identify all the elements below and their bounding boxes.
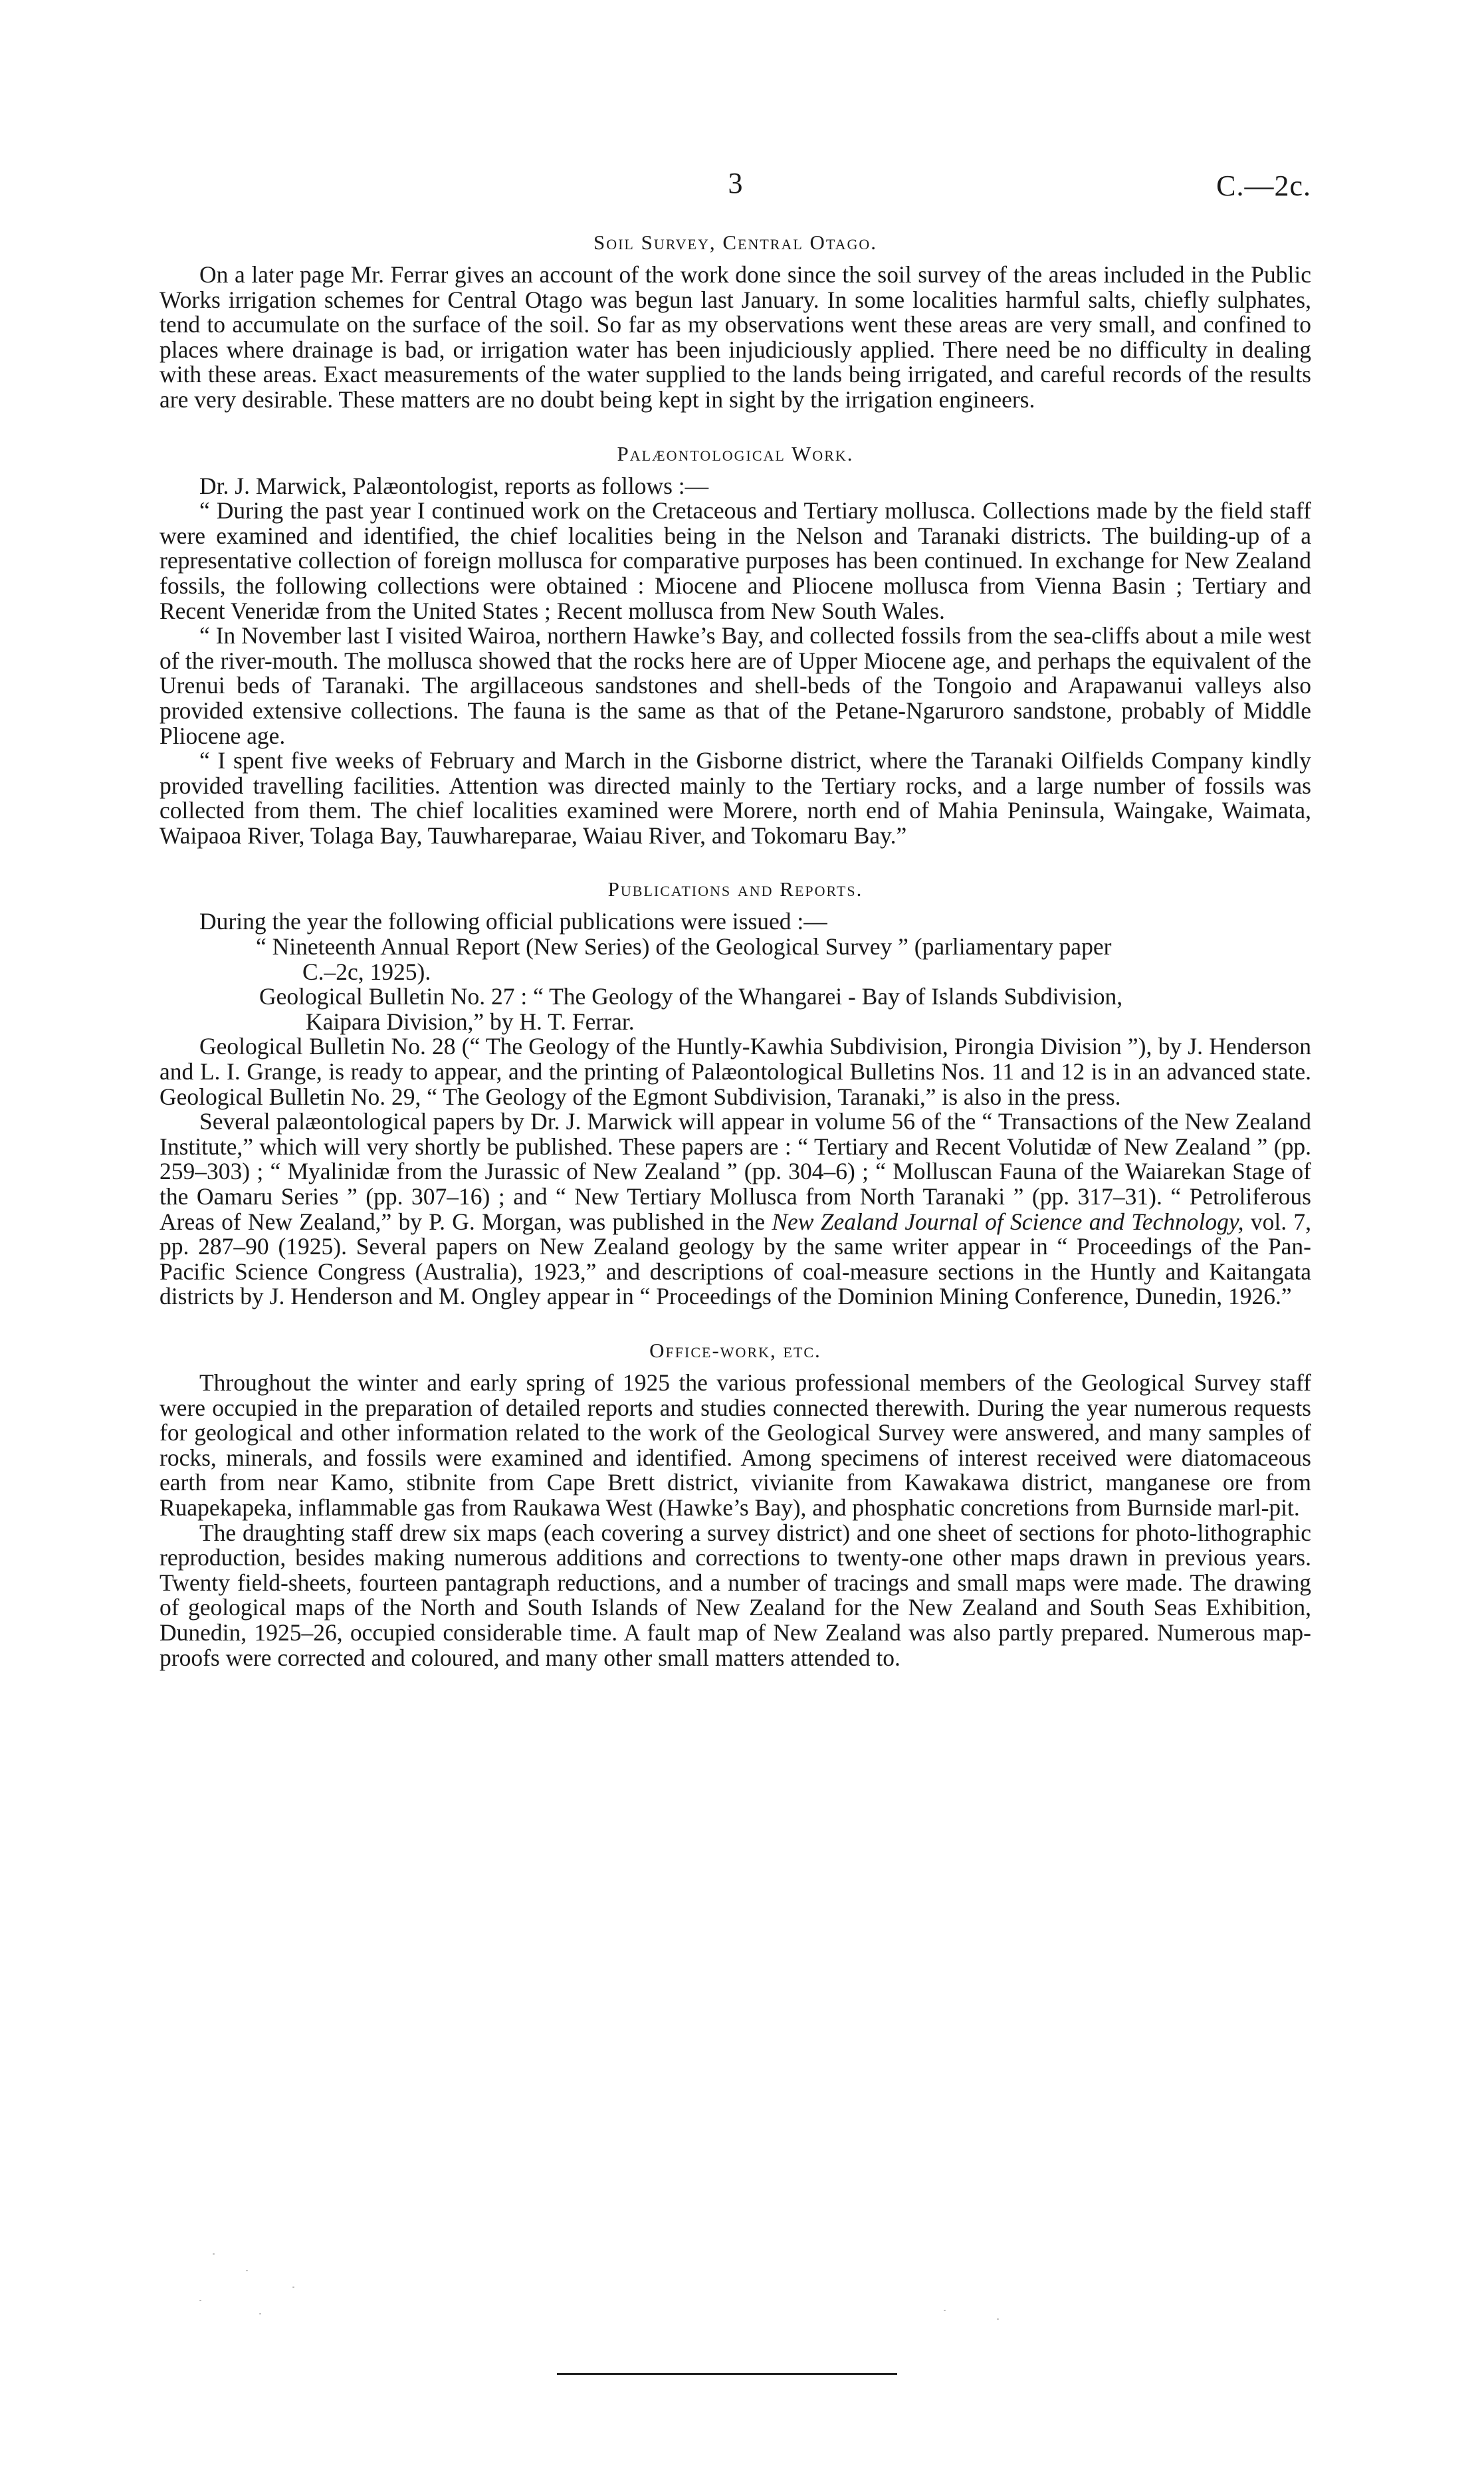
paragraph: Dr. J. Marwick, Palæontologist, reports as follows :— — [199, 472, 709, 499]
publication-list-item — [259, 984, 1311, 1034]
scan-specks — [159, 2240, 1311, 2340]
publication-item-line: Geological Bulletin No. 27 : “ The Geology of the Whangarei - Bay of Islands Subdivision, — [259, 983, 1123, 1010]
paragraph: Throughout the winter and early spring of 1925 the various professional members of the Geological Survey staff were occupied in the preparation of detailed reports and studies connected therewith. During the year numerous requests for geological and other information related to the work of the Geological Survey were answered, and many samples of rocks, minerals, and fossils were examined and identified. Among specimens of interest received were diatomaceous earth from near Kamo, stibnite from Cape Brett district, vivianite from Kawakawa district, manganese ore from Ruapekapeka, inflammable gas from Raukawa West (Hawke’s Bay), and phosphatic concretions from Burnside marl-pit. — [159, 1369, 1311, 1521]
paragraph: Geological Bulletin No. 28 (“ The Geology of the Huntly-Kawhia Subdivision, Pirongia Division ”), by J. Henderson and L. I. Grange, is ready to appear, and the printing of Palæontological Bulletins Nos. 11 and 12 is in an advanced state. Geological Bulletin No. 29, “ The Geology of the Egmont Subdivision, Taranaki,” is also in the press. — [159, 1033, 1311, 1110]
scan-speck — [997, 2318, 999, 2320]
scan-speck — [944, 2310, 946, 2311]
paragraph: During the year the following official publications were issued :— — [199, 908, 827, 935]
scan-speck — [292, 2287, 294, 2288]
paragraph — [159, 1109, 1311, 1309]
paragraph: “ During the past year I continued work on the Cretaceous and Tertiary mollusca. Collections made by the field staff were examined and identified, the chief localities being in the Nelson and Taranaki districts. The building-up of a representative collection of foreign mollusca for comparative purposes has been continued. In exchange for New Zealand fossils, the following collections were obtained : Miocene and Pliocene mollusca from Vienna Basin ; Tertiary and Recent Veneridæ from the United States ; Recent mollusca from New South Wales. — [159, 497, 1311, 624]
publication-item-line: “ Nineteenth Annual Report (New Series) of the Geological Survey ” (parliamentary paper — [256, 933, 1112, 960]
scan-speck — [259, 2313, 261, 2314]
paragraph: On a later page Mr. Ferrar gives an account of the work done since the soil survey of the areas included in the Public Works irrigation schemes for Central Otago was begun last January. In some localities harmful salts, chiefly sulphates, tend to accumulate on the surface of the soil. So far as my observations went these areas are very small, and confined to places where drainage is bad, or irrigation water has been injudiciously applied. There need be no difficulty in dealing with these areas. Exact measurements of the water supplied to the lands being irrigated, and careful records of the results are very desirable. These matters are no doubt being kept in sight by the irrigation engineers. — [159, 261, 1311, 413]
scan-speck — [199, 2300, 201, 2301]
journal-title: New Zealand Journal of Science and Technology, — [772, 1208, 1244, 1235]
scan-speck — [213, 2253, 215, 2255]
section-heading-soil-survey: Soil Survey, Central Otago. — [593, 231, 878, 254]
publication-item-continuation: C.–2c, 1925). — [302, 958, 431, 985]
page-number: 3 — [728, 167, 743, 199]
document-reference: C.—2c. — [1216, 169, 1311, 202]
publication-list-item — [256, 935, 1311, 984]
paragraph: “ I spent five weeks of February and March in the Gisborne district, where the Taranaki Oilfields Company kindly provided travelling facilities. Attention was directed mainly to the Tertiary rocks, and a large number of fossils was collected from them. The chief localities examined were Morere, north end of Mahia Peninsula, Waingake, Waimata, Waipaoa River, Tolaga Bay, Tauwhareparae, Waiau River, and Tokomaru Bay.” — [159, 747, 1311, 849]
scan-speck — [246, 2270, 248, 2271]
publication-item-continuation: Kaipara Division,” by H. T. Ferrar. — [306, 1008, 635, 1035]
paragraph: “ In November last I visited Wairoa, northern Hawke’s Bay, and collected fossils from the sea-cliffs about a mile west of the river-mouth. The mollusca showed that the rocks here are of Upper Miocene age, and perhaps the equivalent of the Urenui beds of Taranaki. The argillaceous sandstones and shell-beds of the Tongoio and Arapawanui valleys also provided extensive collections. The fauna is the same as that of the Petane-Ngaruroro sandstone, probably of Middle Pliocene age. — [159, 622, 1311, 749]
text-run: Several palæontological papers by Dr. J. Marwick will appear in volume 56 of the “ Transactions of the New Zealand Institute,” which will very shortly be published. These papers are : “ Tertiary and Recent Volutidæ of New Zealand ” (pp. 259–303) ; “ Myalinidæ from the Jurassic of New Zealand ” (pp. 304–6) ; “ Molluscan Fauna of the Waiarekan Stage of the Oamaru Series ” (pp. 307–16) ; and “ New Tertiary Mollusca from North Taranaki ” (pp. 317–31). “ Petroliferous Areas of New Zealand,” by P. G. Morgan, was published in the — [159, 1108, 1311, 1235]
page-header — [159, 160, 1311, 206]
body-text — [159, 229, 1311, 1670]
text-run: vol. 7, pp. 287–90 (1925). Several papers on New Zealand geology by the same writer appear in “ Proceedings of the Pan-Pacific Science Congress (Australia), 1923,” and descriptions of coal-measure sections in the Huntly and Kaitangata districts by J. Henderson and M. Ongley appear in “ Proceedings of the Dominion Mining Conference, Dunedin, 1926.” — [159, 1208, 1312, 1310]
paragraph: The draughting staff drew six maps (each covering a survey district) and one sheet of sections for photo-lithographic reproduction, besides making numerous additions and corrections to twenty-one other maps drawn in previous years. Twenty field-sheets, fourteen pantagraph reductions, and a number of tracings and small maps were made. The drawing of geological maps of the North and South Islands of New Zealand for the New Zealand and South Seas Exhibition, Dunedin, 1925–26, occupied considerable time. A fault map of New Zealand was also partly prepared. Numerous map-proofs were corrected and coloured, and many other small matters attended to. — [159, 1519, 1311, 1671]
section-heading-palaeontological-work: Palæontological Work. — [617, 441, 854, 465]
section-heading-office-work: Office-work, etc. — [649, 1338, 821, 1362]
closing-rule — [557, 2373, 897, 2375]
section-heading-publications-and-reports: Publications and Reports. — [607, 877, 863, 901]
